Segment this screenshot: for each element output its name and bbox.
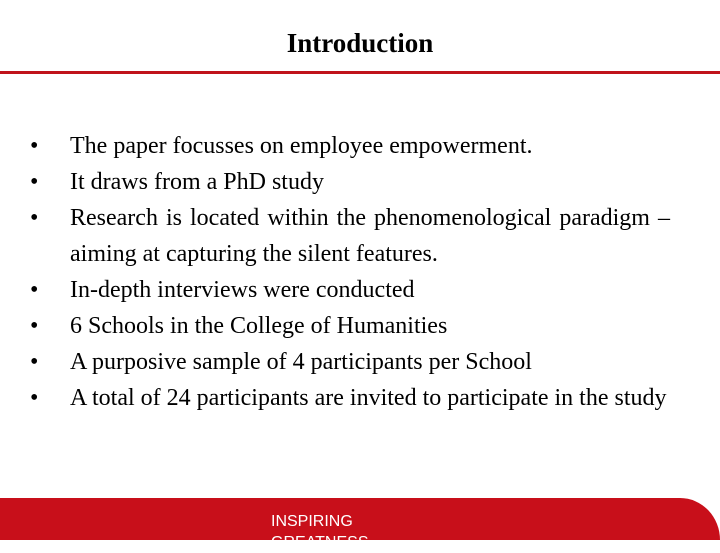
bullet-item-1: • The paper focusses on employee empowerment. bbox=[30, 128, 670, 164]
slide-title: Introduction bbox=[286, 28, 434, 58]
bullet-list bbox=[30, 128, 670, 416]
bullet-item-6: • A purposive sample of 4 participants per School bbox=[30, 344, 670, 380]
bullet-item-7: • A total of 24 participants are invited to participate in the study bbox=[30, 380, 670, 416]
footer-band bbox=[0, 498, 720, 551]
bullet-item-2: • It draws from a PhD study bbox=[30, 164, 670, 200]
bullet-item-5: • 6 Schools in the College of Humanities bbox=[30, 308, 670, 344]
bullet-item-3: • Research is located within the phenomenological paradigm – aiming at capturing the silent features. bbox=[30, 200, 670, 272]
title-divider bbox=[0, 71, 720, 74]
bullet-item-4: • In-depth interviews were conducted bbox=[30, 272, 670, 308]
footer-tagline: INSPIRING GREATNESS bbox=[271, 513, 369, 551]
